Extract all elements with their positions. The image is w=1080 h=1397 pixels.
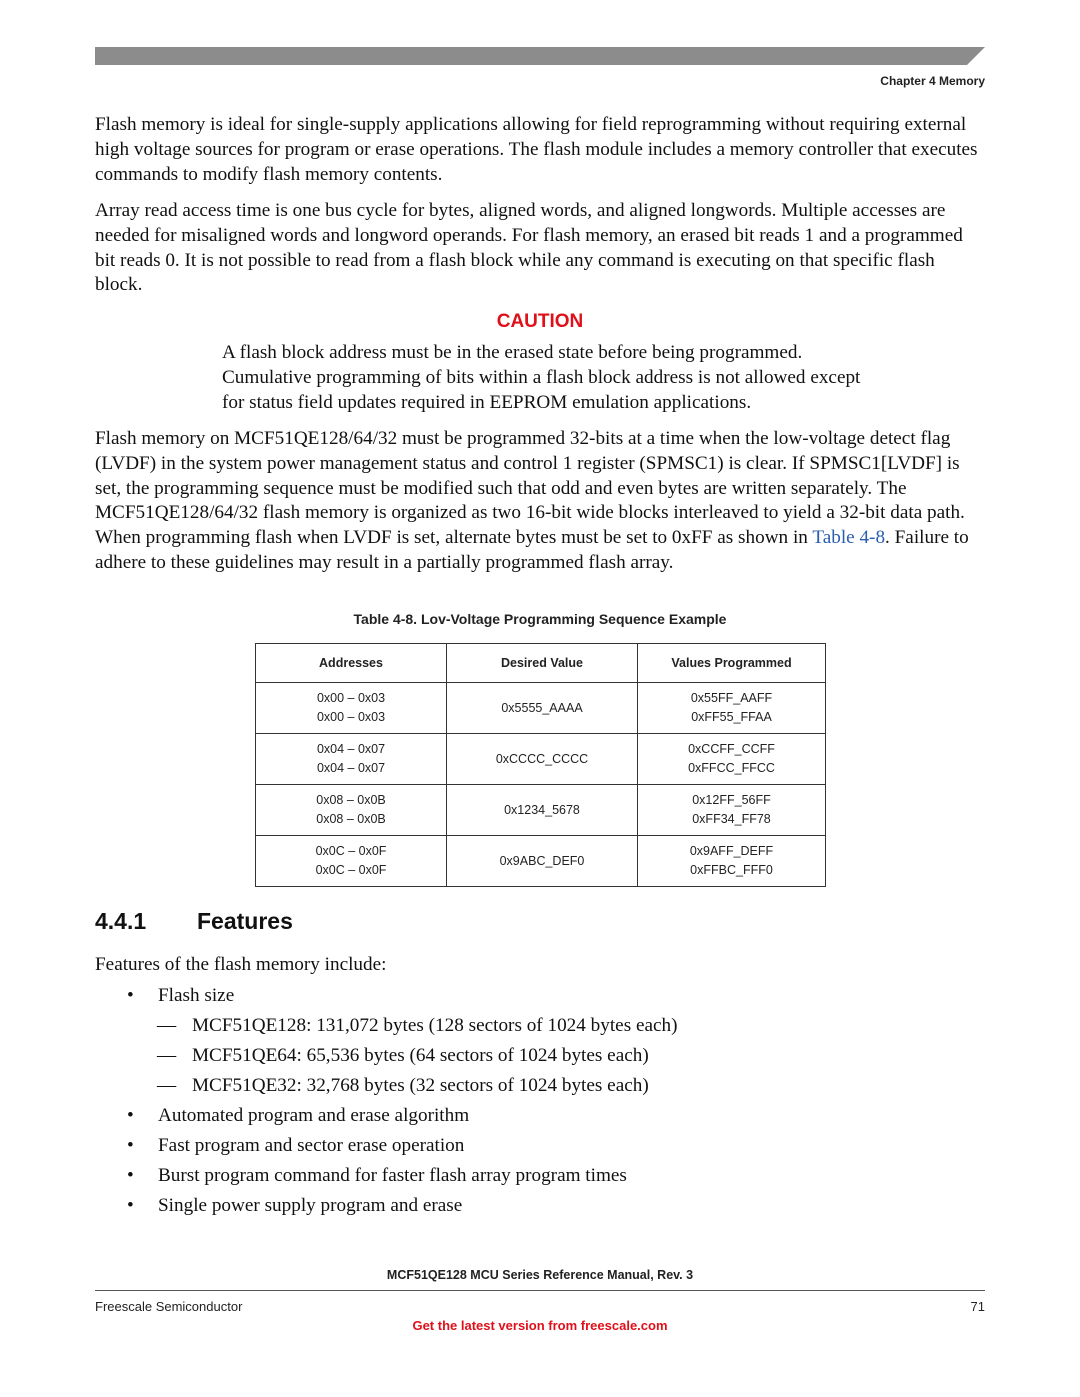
table-row (256, 785, 826, 836)
list-item (127, 1134, 464, 1158)
addresses-cell (256, 785, 447, 836)
address-line: 0x00 – 0x03 (316, 691, 386, 705)
list-subitem (157, 1044, 649, 1068)
list-item (127, 1194, 462, 1218)
chapter-label: Chapter 4 Memory (880, 74, 985, 88)
programmed-value: 0x12FF_56FF (692, 793, 771, 807)
bullet-mark: • (127, 1105, 134, 1126)
column-header-addresses: Addresses (256, 644, 447, 683)
programming-sequence-table (255, 643, 826, 887)
addresses-cell (256, 836, 447, 887)
list-subitem-text: MCF51QE64: 65,536 bytes (64 sectors of 1024 bytes each) (192, 1045, 649, 1066)
section-number: 4.4.1 (95, 908, 147, 934)
addresses-cell (256, 683, 447, 734)
page-number: 71 (970, 1299, 985, 1314)
table-row (256, 683, 826, 734)
address-line: 0x04 – 0x07 (316, 761, 386, 775)
paragraph-low-voltage (95, 427, 985, 576)
paragraph-low-voltage-text-end: . Failure to adhere to these guidelines may result in a partially programmed flash array. (95, 527, 969, 573)
table-reference-link[interactable]: Table 4-8 (812, 527, 886, 549)
programmed-value: 0xFFBC_FFF0 (690, 863, 773, 877)
bullet-mark: • (127, 985, 134, 1006)
values-programmed-cell (638, 785, 826, 836)
list-item (127, 1164, 627, 1188)
programmed-value: 0xCCFF_CCFF (688, 742, 775, 756)
programmed-value: 0x55FF_AAFF (690, 691, 773, 705)
desired-value-cell: 0x9ABC_DEF0 (447, 836, 638, 887)
list-item-text: Single power supply program and erase (158, 1195, 463, 1216)
list-subitem-text: MCF51QE128: 131,072 bytes (128 sectors of 1024 bytes each) (192, 1015, 678, 1036)
section-heading (95, 908, 293, 935)
bullet-mark: • (127, 1195, 134, 1216)
footer-company: Freescale Semiconductor (95, 1299, 243, 1314)
list-item-text: Flash size (158, 985, 235, 1006)
dash-mark: — (157, 1045, 177, 1066)
dash-mark: — (157, 1015, 177, 1036)
list-item (127, 984, 234, 1008)
dash-mark: — (157, 1075, 177, 1096)
footer-latest-version-link[interactable]: Get the latest version from freescale.com (412, 1318, 668, 1333)
addresses-cell (256, 734, 447, 785)
caution-text: A flash block address must be in the erased state before being programmed. Cumulative programming of bits within a flash block address is not allowed except for status field updates required in EEPROM emulation applications. (222, 342, 861, 413)
values-programmed-cell (638, 734, 826, 785)
header-bar (95, 47, 985, 65)
paragraph-low-voltage-text: Flash memory on MCF51QE128/64/32 must be programmed 32-bits at a time when the low-voltage detect flag (LVDF) in the system power management status and control 1 register (SPMSC1) is clear. If SPMSC1[LVDF] is set, the programming sequence must be modified such that odd and even bytes are written separately. The MCF51QE128/64/32 flash memory is organized as two 16-bit wide blocks interleaved to yield a 32-bit data path. When programming flash when LVDF is set, alternate bytes must be set to 0xFF as shown in (95, 428, 965, 549)
footer-manual-title: MCF51QE128 MCU Series Reference Manual, Rev. 3 (386, 1268, 694, 1282)
desired-value-cell: 0xCCCC_CCCC (447, 734, 638, 785)
address-line: 0x00 – 0x03 (316, 710, 386, 724)
list-item-text: Fast program and sector erase operation (158, 1135, 465, 1156)
features-intro: Features of the flash memory include: (95, 954, 387, 975)
list-item-text: Burst program command for faster flash array program times (158, 1165, 627, 1186)
table-row (256, 836, 826, 887)
programmed-value: 0xFFCC_FFCC (688, 761, 775, 775)
desired-value-cell: 0x5555_AAAA (447, 683, 638, 734)
address-line: 0x08 – 0x0B (316, 793, 386, 807)
programmed-value: 0xFF55_FFAA (691, 710, 772, 724)
address-line: 0x0C – 0x0F (315, 844, 387, 858)
list-subitem-text: MCF51QE32: 32,768 bytes (32 sectors of 1024 bytes each) (192, 1075, 649, 1096)
bullet-mark: • (127, 1135, 134, 1156)
list-item (127, 1104, 469, 1128)
table-header-row (256, 644, 826, 683)
caution-title: CAUTION (496, 311, 584, 332)
address-line: 0x0C – 0x0F (315, 863, 387, 877)
list-subitem (157, 1074, 649, 1098)
column-header-values-programmed: Values Programmed (638, 644, 826, 683)
programmed-value: 0x9AFF_DEFF (689, 844, 774, 858)
header-bar-graphic (95, 47, 985, 65)
column-header-desired-value: Desired Value (447, 644, 638, 683)
paragraph-flash-intro: Flash memory is ideal for single-supply applications allowing for field reprogramming without requiring external high voltage sources for program or erase operations. The flash module includes a memory controller that executes commands to modify flash memory contents. (95, 114, 978, 185)
table-caption: Table 4-8. Lov-Voltage Programming Sequence Example (353, 611, 727, 627)
list-item-text: Automated program and erase algorithm (158, 1105, 470, 1126)
desired-value-cell: 0x1234_5678 (447, 785, 638, 836)
address-line: 0x08 – 0x0B (316, 812, 386, 826)
bullet-mark: • (127, 1165, 134, 1186)
address-line: 0x04 – 0x07 (316, 742, 386, 756)
list-subitem (157, 1014, 678, 1038)
paragraph-array-read: Array read access time is one bus cycle for bytes, aligned words, and aligned longwords. Multiple accesses are needed for misaligned words and longword operands. For flash memory, an erased bit reads 1 and a programmed bit reads 0. It is not possible to read from a flash block while any command is executing on that specific flash block. (95, 200, 963, 296)
programmed-value: 0xFF34_FF78 (692, 812, 771, 826)
values-programmed-cell (638, 836, 826, 887)
values-programmed-cell (638, 683, 826, 734)
section-title: Features (197, 908, 293, 934)
footer-divider (95, 1290, 985, 1291)
table-row (256, 734, 826, 785)
